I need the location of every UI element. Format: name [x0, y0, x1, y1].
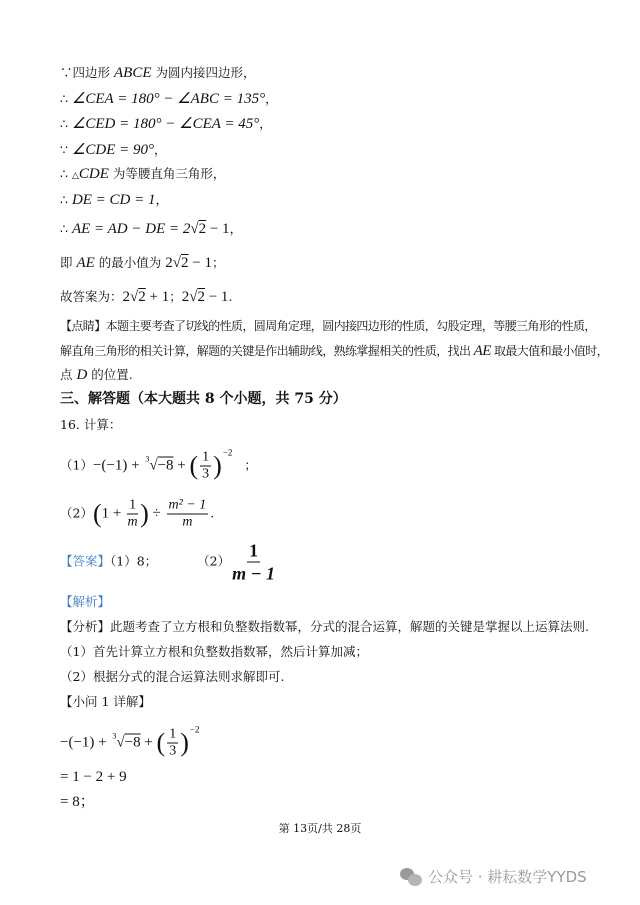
text: 点 — [60, 367, 77, 382]
radicand: 2 — [198, 221, 207, 237]
proof-line-5 — [60, 165, 225, 185]
detail-step-1: = 1 − 2 + 9 — [60, 769, 127, 785]
fraction — [167, 727, 178, 760]
text: 此题考查了立方根和负整数指数幂，分式的混合运算，解题的关键是掌握以上运算法则. — [110, 619, 589, 634]
text: ； — [169, 289, 182, 304]
math: −(−1) + — [92, 457, 144, 474]
math: DE = CD = 1 — [71, 192, 156, 208]
watermark-text: 公众号 · 耕耘数学YYDS — [428, 868, 587, 886]
numerator: 1 — [129, 497, 137, 513]
wechat-icon — [400, 868, 422, 886]
text: 故答案为： — [60, 289, 123, 304]
part-label: （1） — [60, 457, 93, 473]
text: ， — [229, 221, 243, 236]
therefore-symbol: ∴ — [60, 221, 68, 236]
math: −(−1) + — [60, 734, 111, 751]
analysis-line — [60, 618, 589, 636]
analysis-label: 【解析】 — [60, 594, 111, 609]
numerator: 1 — [169, 726, 177, 742]
text: 为等腰直角三角形， — [108, 166, 226, 181]
question-part-2: （2）(1 + $\frac{1}{m}$ ) ÷ $\frac{\text{m² − 1}}{m}$ . — [60, 497, 215, 530]
numerator: m² − 1 — [168, 497, 207, 513]
root-index: 3 — [112, 731, 117, 741]
radicand: 2 — [181, 255, 189, 271]
label: 【分析】 — [60, 619, 111, 634]
triangle-symbol: △ — [71, 171, 79, 181]
math: 1 + — [101, 505, 126, 522]
text: . — [228, 289, 233, 304]
math: 2 — [165, 255, 173, 271]
question-part-1: （1）−(−1) + $^3$√−8 + ( $\frac{1}{3}$ )$^{-2}$ ； — [60, 447, 257, 482]
math: + 1 — [145, 289, 170, 305]
text: （1）8； — [110, 553, 158, 569]
because-symbol: ∵ — [60, 65, 73, 80]
denominator: m − 1 — [232, 563, 276, 584]
radicand: −8 — [157, 457, 174, 474]
page-number: 第 13页/共 28页 — [278, 822, 362, 835]
watermark — [400, 866, 587, 887]
math: AE — [473, 343, 491, 359]
math: − 1 — [188, 255, 212, 271]
detail-label: 【小问 1 详解】 — [60, 694, 151, 709]
fraction — [167, 498, 209, 531]
comment-label: 【点睛】 — [60, 319, 106, 333]
radicand: 2 — [197, 289, 205, 305]
text: ； — [211, 255, 225, 270]
math: ∠CDE = 90° — [71, 142, 155, 158]
fraction — [200, 450, 211, 483]
denominator: m — [127, 514, 138, 530]
therefore-symbol: ∴ — [60, 166, 68, 181]
denominator: 3 — [169, 743, 177, 759]
section-heading: 三、解答题（本大题共 8 个小题，共 75 分） — [60, 391, 347, 407]
text: 解直角三角形的相关计算，解题的关键是作出辅助线，熟练掌握相关的性质，找出 — [60, 344, 474, 358]
text: 为圆内接四边形， — [151, 65, 256, 80]
text: 取最大值和最小值时， — [490, 344, 608, 358]
detail-step-2: = 8； — [60, 794, 95, 810]
math: − 1 — [204, 289, 229, 305]
proof-line-6 — [60, 191, 168, 209]
proof-line-1 — [60, 64, 255, 82]
proof-line-2 — [60, 90, 278, 108]
math: AE = AD − DE = 2 — [71, 221, 191, 237]
detail-expression: −(−1) + $^3$√−8 + ( $\frac{1}{3}$ )$^{-2}$ — [60, 724, 200, 759]
text: . — [210, 505, 215, 521]
fraction — [232, 540, 275, 585]
text: 本题主要考查了切线的性质，圆周角定理，圆内接四边形的性质，勾股定理，等腰三角形的性质， — [105, 319, 596, 333]
question-title: 16. 计算： — [60, 417, 122, 432]
comment-line-1 — [60, 317, 596, 335]
part-label: （2） — [60, 505, 93, 521]
text: ； — [244, 457, 257, 473]
numerator: 1 — [249, 540, 259, 561]
math: − 1 — [206, 221, 230, 237]
therefore-symbol: ∴ — [60, 116, 68, 131]
text: （2） — [197, 553, 231, 569]
math: ∠CEA = 180° − ∠ABC = 135° — [71, 91, 266, 107]
math: CDE — [78, 166, 109, 182]
math: AE — [76, 255, 95, 271]
math: ÷ — [148, 505, 165, 522]
math: D — [76, 367, 88, 383]
text: ， — [154, 142, 167, 157]
math: + — [140, 734, 157, 751]
fraction — [127, 498, 138, 531]
proof-line-3 — [60, 115, 272, 133]
text: 的最小值为 — [94, 255, 166, 270]
math: 2 — [181, 289, 190, 305]
text: ， — [259, 116, 272, 131]
analysis-step-2: （2）根据分式的混合运算法则求解即可. — [60, 669, 285, 684]
final-answer-line: 故答案为：2√2 + 1；2√2 − 1. — [60, 289, 233, 305]
analysis-step-1: （1）首先计算立方根和负整数指数幂，然后计算加减； — [60, 644, 368, 659]
proof-line-8: 即 AE 的最小值为 2√2 − 1； — [60, 255, 225, 271]
denominator: m — [182, 514, 193, 530]
text: 的位置. — [87, 367, 133, 382]
text: 即 — [60, 255, 77, 270]
comment-line-2 — [60, 342, 608, 360]
therefore-symbol: ∴ — [60, 91, 68, 106]
answer-line — [60, 540, 277, 585]
math: + — [173, 457, 190, 474]
text: ， — [265, 91, 278, 106]
exponent: −2 — [189, 724, 200, 735]
because-symbol: ∵ — [60, 142, 68, 157]
root-index: 3 — [145, 454, 150, 464]
proof-line-4 — [60, 141, 167, 159]
text: 四边形 — [72, 65, 114, 80]
numerator: 1 — [202, 449, 210, 465]
radicand: −8 — [124, 734, 141, 751]
math: ∠CED = 180° − ∠CEA = 45° — [71, 116, 260, 132]
denominator: 3 — [202, 466, 210, 482]
therefore-symbol: ∴ — [60, 192, 68, 207]
text: ， — [155, 192, 169, 207]
math: ABCE — [114, 65, 152, 81]
math: 2 — [122, 289, 131, 305]
answer-label: 【答案】 — [60, 553, 111, 569]
proof-line-7: ∴ AE = AD − DE = 2√2 − 1， — [60, 221, 243, 237]
comment-line-3 — [60, 366, 133, 384]
radicand: 2 — [138, 289, 146, 305]
exponent: −2 — [222, 447, 233, 458]
